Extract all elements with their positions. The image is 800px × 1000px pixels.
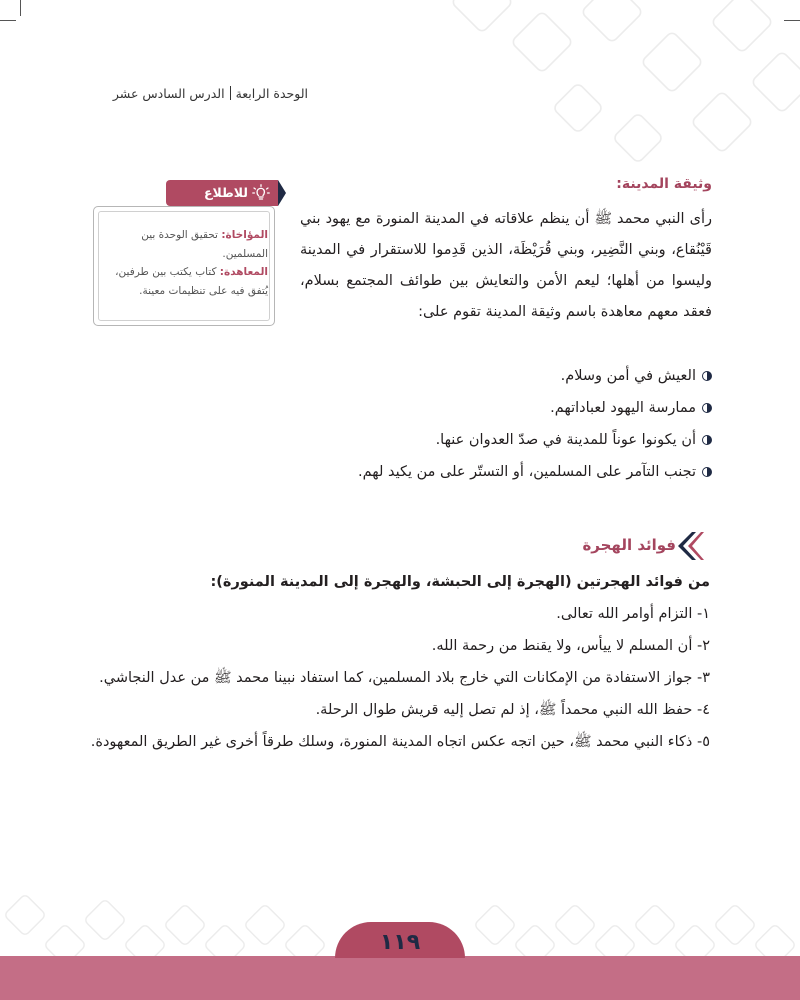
list-item-text: أن يكونوا عوناً للمدينة في صدّ العدوان عنها. — [435, 432, 696, 448]
crop-mark — [20, 0, 21, 16]
section-title-fawaid: فوائد الهجرة — [582, 536, 676, 554]
list-item — [112, 392, 712, 424]
list-item: ٢- أن المسلم لا ييأس، ولا يقنط من رحمة الله. — [431, 638, 710, 654]
header-lesson: الدرس السادس عشر — [112, 86, 225, 101]
term-muahadah: المعاهدة: — [219, 266, 268, 278]
list-item-text: تجنب التآمر على المسلمين، أو التستّر على من يكيد لهم. — [358, 464, 696, 480]
wathiqa-list — [112, 360, 712, 488]
list-item-text: ممارسة اليهود لعباداتهم. — [550, 400, 696, 416]
page-number: ١١٩ — [379, 930, 421, 955]
list-item: ٣- جواز الاستفادة من الإمكانات التي خارج بلاد المسلمين، كما استفاد نبينا محمد ﷺ من عدل النجاشي. — [99, 670, 710, 686]
fawaid-list — [88, 598, 710, 758]
list-item: ٤- حفظ الله النبي محمداً ﷺ، إذ لم تصل إليه قريش طوال الرحلة. — [315, 702, 710, 718]
half-circle-bullet-icon — [702, 371, 712, 381]
list-item — [112, 456, 712, 488]
header-unit: الوحدة الرابعة — [235, 86, 308, 101]
half-circle-bullet-icon — [702, 435, 712, 445]
half-circle-bullet-icon — [702, 467, 712, 477]
header-divider — [230, 86, 231, 100]
list-item: ٥- ذكاء النبي محمد ﷺ، حين اتجه عكس اتجاه المدينة المنورة، وسلك طرقاً أخرى غير الطريق المعهودة. — [90, 734, 710, 750]
page-number-tab — [335, 922, 465, 958]
running-header — [68, 86, 308, 101]
section-title-wathiqa: وثيقة المدينة: — [616, 176, 712, 192]
definition-muahadah: كتاب يكتب بين طرفين، يُتفق فيه على تنظيمات معينة. — [115, 266, 268, 297]
term-muakhah: المؤاخاة: — [221, 229, 268, 241]
list-item — [112, 424, 712, 456]
half-circle-bullet-icon — [702, 403, 712, 413]
list-item-text: العيش في أمن وسلام. — [560, 368, 696, 384]
info-box-content — [103, 226, 268, 300]
crop-mark — [784, 20, 800, 21]
footer-band — [0, 956, 800, 1000]
crop-mark — [0, 20, 16, 21]
wathiqa-paragraph: رأى النبي محمد ﷺ أن ينظم علاقاته في المدينة المنورة مع يهود بني قَيْنُقاع، وبني النَّضِير، وبني قُرَيْظَة، الذين قَدِموا للاستقرار في المدينة وليسوا من أهلها؛ ليعم الأمن والتعايش بين طوائف المجتمع بسلام، فعقد معهم معاهدة باسم وثيقة المدينة تقوم على: — [300, 211, 712, 320]
list-item — [112, 360, 712, 392]
fawaid-intro: من فوائد الهجرتين (الهجرة إلى الحبشة، والهجرة إلى المدينة المنورة): — [210, 574, 710, 590]
info-box-tab — [166, 180, 278, 206]
list-item: ١- التزام أوامر الله تعالى. — [556, 606, 710, 622]
lightbulb-icon — [252, 184, 270, 202]
definition-muakhah: تحقيق الوحدة بين المسلمين. — [141, 229, 268, 260]
info-box-title: للاطلاع — [204, 185, 248, 200]
double-chevron-icon — [674, 530, 704, 562]
